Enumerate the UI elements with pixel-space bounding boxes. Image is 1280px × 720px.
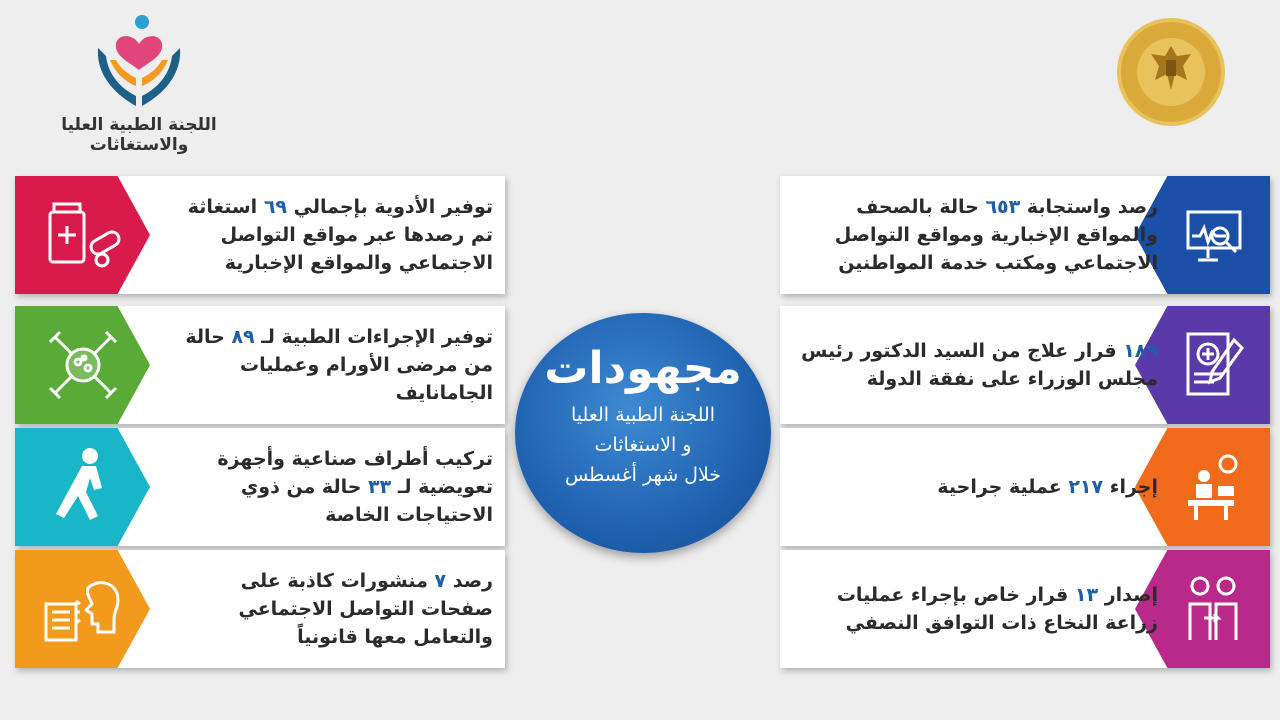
transplant-icon xyxy=(1158,564,1248,654)
card-surgeries-text: إجراء ٢١٧ عملية جراحية xyxy=(937,476,1158,498)
surgery-icon xyxy=(1158,442,1248,532)
card-bone-marrow-text: إصدار ١٣ قرار خاص بإجراء عمليات زراعة النخاع ذات التوافق النصفي xyxy=(836,584,1158,634)
center-title-circle xyxy=(515,313,771,553)
card-prosthetics xyxy=(15,428,505,546)
card-medicines-text: توفير الأدوية بإجمالي ٦٩ استغاثة تم رصدها عبر مواقع التواصل الاجتماعي والمواقع الإخبارية xyxy=(187,196,493,274)
center-title: مجهودات xyxy=(544,343,742,394)
card-fake-news-text: رصد ٧ منشورات كاذبة على صفحات التواصل الاجتماعي والتعامل معها قانونياً xyxy=(238,570,493,648)
badge-fake-news xyxy=(15,550,150,668)
medicine-icon xyxy=(38,190,128,280)
fake-news-icon xyxy=(38,564,128,654)
committee-logo-icon xyxy=(92,14,186,110)
card-monitoring xyxy=(780,176,1270,294)
badge-medicines xyxy=(15,176,150,294)
card-treatment-decisions xyxy=(780,306,1270,424)
card-treatment-decisions-text: ١٨٩ قرار علاج من السيد الدكتور رئيس مجلس الوزراء على نفقة الدولة xyxy=(801,340,1158,390)
prosthetic-leg-icon xyxy=(38,442,128,532)
center-subtitle: اللجنة الطبية العليا و الاستغاثات خلال شهر أغسطس xyxy=(564,404,722,486)
tumor-cell-icon xyxy=(38,320,128,410)
badge-prosthetics xyxy=(15,428,150,546)
card-medicines xyxy=(15,176,505,294)
government-seal-icon xyxy=(1115,16,1227,128)
monitor-search-icon xyxy=(1158,190,1248,280)
organization-name: اللجنة الطبية العليا والاستغاثات xyxy=(61,115,217,155)
card-oncology-text: توفير الإجراءات الطبية لـ ٨٩ حالة من مرضى الأورام وعمليات الجامانايف xyxy=(185,326,493,404)
card-oncology xyxy=(15,306,505,424)
card-bone-marrow xyxy=(780,550,1270,668)
card-prosthetics-text: تركيب أطراف صناعية وأجهزة تعويضية لـ ٣٣ حالة من ذوي الاحتياجات الخاصة xyxy=(217,448,493,526)
card-surgeries xyxy=(780,428,1270,546)
medical-document-icon xyxy=(1158,320,1248,410)
card-fake-news xyxy=(15,550,505,668)
badge-oncology xyxy=(15,306,150,424)
card-monitoring-text: رصد واستجابة ٦٥٣ حالة بالصحف والمواقع الإخبارية ومواقع التواصل الاجتماعي ومكتب خدمة المواطنين xyxy=(834,196,1158,274)
